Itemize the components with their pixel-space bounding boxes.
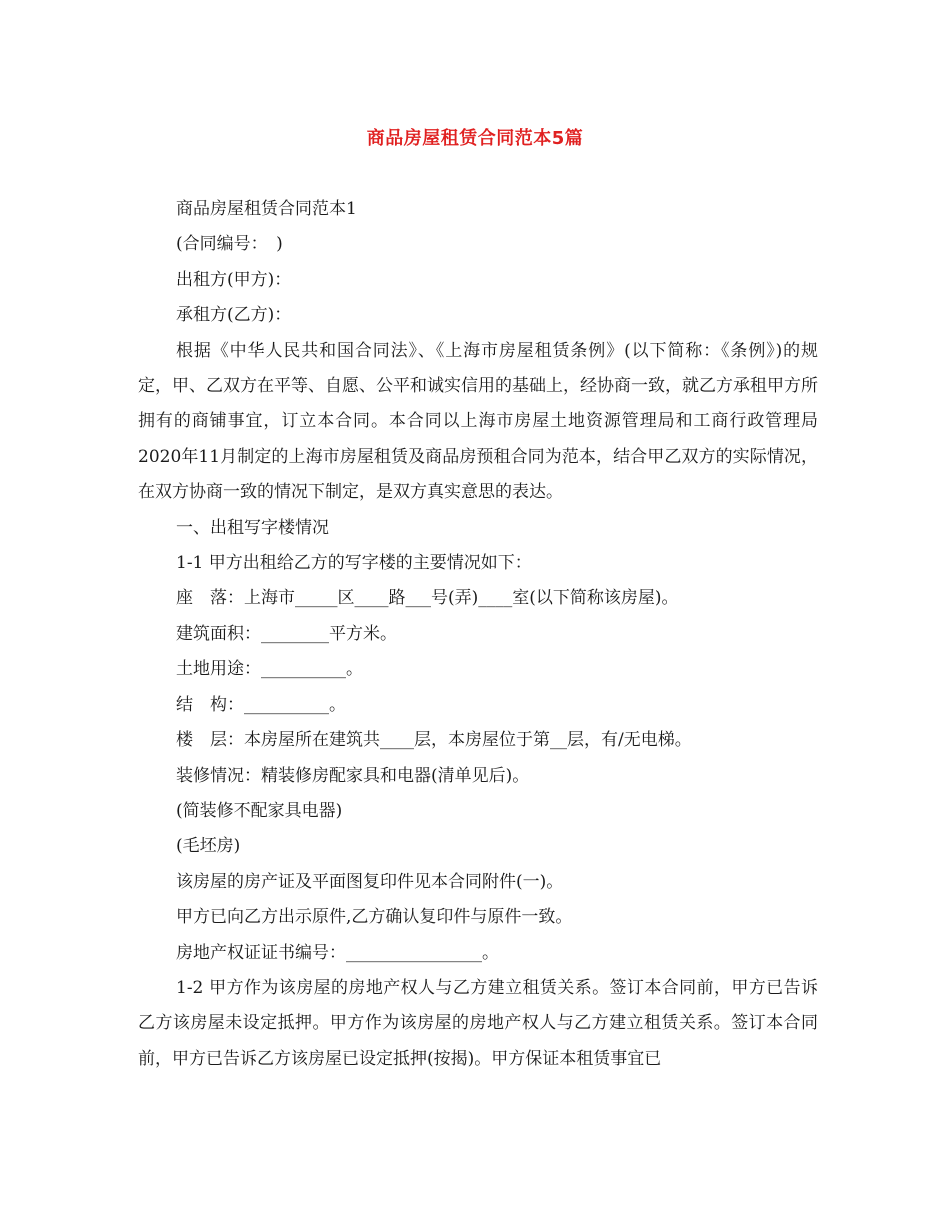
clause-1-1: 1-1 甲方出租给乙方的写字楼的主要情况如下：	[176, 553, 532, 574]
original-shown-line: 甲方已向乙方出示原件,乙方确认复印件与原件一致。	[176, 907, 573, 928]
document-body	[138, 192, 818, 1077]
floor-line: 楼 层：本房屋所在建筑共____层，本房屋位于第__层，有/无电梯。	[176, 730, 692, 751]
document-title: 商品房屋租赁合同范本5篇	[366, 128, 584, 149]
contract-number: (合同编号： )	[176, 234, 283, 255]
clause-1-2: 1-2 甲方作为该房屋的房地产权人与乙方建立租赁关系。签订本合同前，甲方已告诉乙方该房屋未设定抵押。甲方作为该房屋的房地产权人与乙方建立租赁关系。签订本合同前，甲方已告诉乙方该房屋已设定抵押(按揭)。甲方保证本租赁事宜已	[138, 977, 818, 1069]
building-area-line: 建筑面积：________平方米。	[176, 623, 397, 644]
preamble-paragraph: 根据《中华人民共和国合同法》、《上海市房屋租赁条例》(以下简称：《条例》)的规定，甲、乙双方在平等、自愿、公平和诚实信用的基础上，经协商一致，就乙方承租甲方所拥有的商铺事宜，订立本合同。本合同以上海市房屋土地资源管理局和工商行政管理局2020年11月制定的上海市房屋租赁及商品房预租合同为范本，结合甲乙双方的实际情况，在双方协商一致的情况下制定，是双方真实意思的表达。	[138, 340, 818, 503]
decoration-simple-line: (简装修不配家具电器)	[176, 800, 343, 821]
section-heading-1: 一、出租写字楼情况	[176, 517, 329, 538]
certificate-number-line: 房地产权证证书编号：________________。	[176, 942, 499, 963]
decoration-raw-line: (毛坯房)	[176, 836, 241, 857]
land-use-line: 土地用途：__________。	[176, 659, 363, 680]
attachment-line: 该房屋的房产证及平面图复印件见本合同附件(一)。	[176, 871, 564, 892]
decoration-line: 装修情况：精装修房配家具和电器(清单见后)。	[176, 765, 530, 786]
structure-line: 结 构：__________。	[176, 694, 346, 715]
location-line: 座 落：上海市_____区____路___号(弄)____室(以下简称该房屋)。	[176, 588, 679, 609]
contract-heading: 商品房屋租赁合同范本1	[176, 199, 357, 219]
lessor-line: 出租方(甲方)：	[176, 269, 292, 290]
lessee-line: 承租方(乙方)：	[176, 305, 292, 326]
